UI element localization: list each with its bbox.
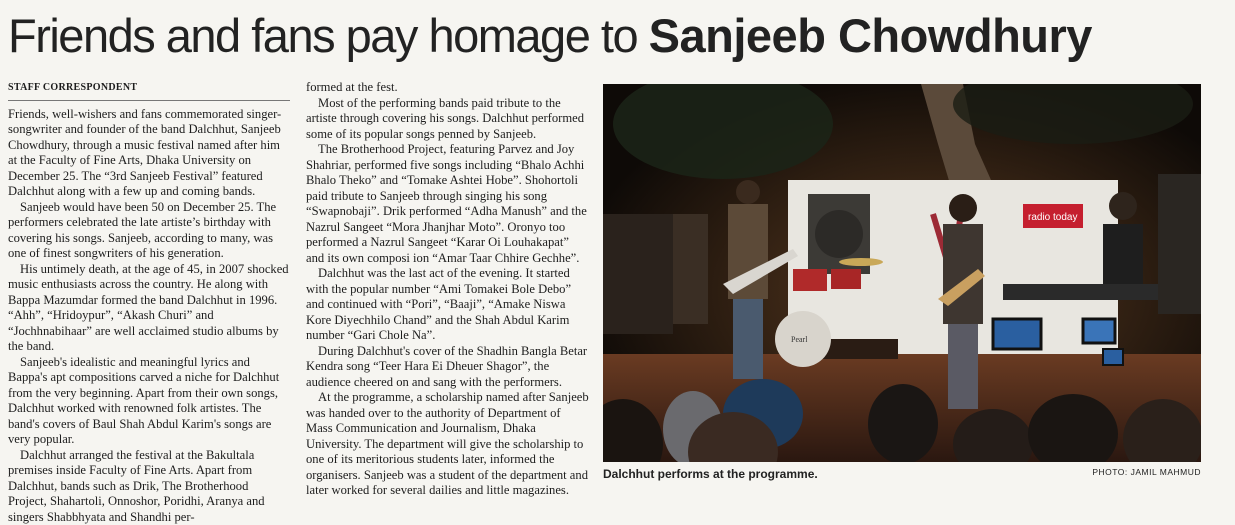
tom-drum — [831, 269, 861, 289]
banner-portrait-face — [815, 210, 863, 258]
byline: STAFF CORRESPONDENT — [8, 80, 290, 101]
paragraph: Dalchhut arranged the festival at the Bakultala premises inside Faculty of Fine Arts. Apart from Dalchhut, bands such as Drik, The Brotherhood Project, Shahartoli, Onnoshor, Poridhi, Aranya and singers Shabbhyata and Shandhi per- — [8, 448, 290, 525]
paragraph: Dalchhut was the last act of the evening. It started with the popular number “Ami Tomakei Bole Debo” and continued with “Pori”, “Baaji”, “Amake Niswa Kore Diyechhilo Chand” and the Shah Abdul Karim number “Gari Chole Na”. — [306, 266, 590, 344]
phone-screen — [1083, 319, 1115, 343]
paragraph: The Brotherhood Project, featuring Parvez and Joy Shahriar, performed five songs including “Bhalo Achhi Bhalo Theko” and “Tomake Ashtei Hobe”. Shohortoli paid tribute to Sanjeeb through singing his song “Swapnobaji”. Drik performed “Adha Manush” and the Nazrul Sangeet “Mora Jhanjhar Moto”. Oronyo too performed a Nazrul Sangeet “Karar Oi Louhakapat” and its own composi ion “Amar Taar Chhire Gechhe”. — [306, 142, 590, 266]
headline — [8, 6, 1092, 66]
headline-name: Sanjeeb Chowdhury — [649, 9, 1092, 62]
paragraph: His untimely death, at the age of 45, in 2007 shocked music enthusiasts across the country. He along with Bappa Mazumdar formed the band Dalchhut in 1996. “Ahh”, “Hridoypur”, “Akash Churi” and “Jochhnabihaar” are well acclaimed studio albums by the band. — [8, 262, 290, 355]
guitarist-head — [736, 180, 760, 204]
cymbal — [839, 258, 883, 266]
keyboard — [1003, 284, 1173, 300]
paragraph: Friends, well-wishers and fans commemorated singer-songwriter and founder of the band Dalchhut, Sanjeeb Chowdhury, through a music festival named after him at the Faculty of Fine Arts, Dhaka University on December 25. The “3rd Sanjeeb Festival” featured Dalchhut along with a few up and coming bands. — [8, 107, 290, 200]
paragraph: Most of the performing bands paid tribute to the artiste through covering his songs. Dalchhut performed some of its popular songs penned by Sanjeeb. — [306, 96, 590, 143]
phone-screen — [993, 319, 1041, 349]
paragraph: During Dalchhut's cover of the Shadhin Bangla Betar Kendra song “Teer Hara Ei Dheuer Shagor”, the audience cheered on and sang with the performers. — [306, 344, 590, 391]
photographer — [1158, 174, 1201, 314]
keyboard-player-head — [1109, 192, 1137, 220]
musician — [603, 214, 673, 334]
paragraph: Sanjeeb would have been 50 on December 25. The performers celebrated the late artiste’s birthday with covering his songs. Sanjeeb, according to many, was one of finest songwriters of his generation. — [8, 200, 290, 262]
drum-logo-text: Pearl — [791, 335, 808, 344]
guitarist-head — [949, 194, 977, 222]
article-column-1 — [8, 80, 290, 525]
concert-photo — [603, 84, 1201, 462]
banner-logo-text: radio today — [1028, 212, 1077, 223]
headline-prefix: Friends and fans pay homage to — [8, 9, 649, 62]
photo-credit: PHOTO: JAMIL MAHMUD — [1092, 467, 1201, 477]
paragraph: Sanjeeb's idealistic and meaningful lyrics and Bappa's apt compositions carved a niche for Dalchhut from the very beginning. Apart from their own songs, Dalchhut worked with renowned folk artistes. The band's covers of Baul Shah Abdul Karim's songs are very popular. — [8, 355, 290, 448]
phone-screen — [1103, 349, 1123, 365]
musician — [673, 214, 708, 324]
guitarist-legs — [733, 299, 763, 379]
caption-text: Dalchhut performs at the programme. — [603, 467, 818, 481]
article-column-2 — [306, 80, 590, 499]
paragraph: At the programme, a scholarship named after Sanjeeb was handed over to the authority of Department of Mass Communication and Journalism, Dhaka University. The department will give the scholarship to one of its meritorious students later, informed the organisers. Sanjeeb was a student of the department and later worked for several dailies and little magazines. — [306, 390, 590, 499]
photo-caption — [603, 465, 1201, 483]
keyboard-player — [1103, 224, 1143, 284]
guitarist-legs — [948, 324, 978, 409]
tom-drum — [793, 269, 827, 291]
crowd-head — [868, 384, 938, 462]
paragraph: formed at the fest. — [306, 80, 590, 96]
